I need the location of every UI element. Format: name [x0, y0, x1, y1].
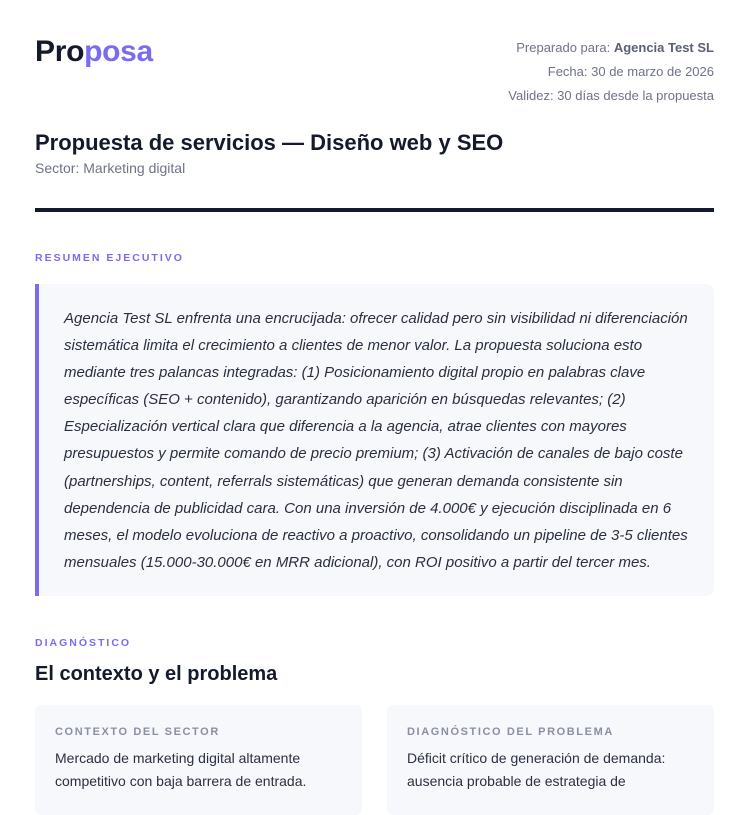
client-name: Agencia Test SL — [613, 40, 714, 55]
proposal-meta — [508, 36, 714, 108]
logo-text-accent: posa — [84, 35, 153, 68]
brand-logo — [35, 34, 153, 70]
header-divider — [35, 208, 714, 212]
executive-summary-label: RESUMEN EJECUTIVO — [35, 252, 184, 264]
diagnosis-label: DIAGNÓSTICO — [35, 637, 132, 649]
executive-summary-box — [35, 284, 714, 596]
sector-context-card — [35, 705, 362, 815]
proposal-title: Propuesta de servicios — Diseño web y SEO — [35, 130, 504, 155]
card-label: CONTEXTO DEL SECTOR — [55, 726, 220, 738]
card-label: DIAGNÓSTICO DEL PROBLEMA — [407, 726, 614, 738]
proposal-validity: Validez: 30 días desde la propuesta — [508, 88, 714, 103]
proposal-date: Fecha: 30 de marzo de 2026 — [547, 64, 714, 79]
prepared-for-label: Preparado para: — [516, 40, 611, 55]
diagnosis-heading: El contexto y el problema — [35, 663, 278, 685]
proposal-sector: Sector: Marketing digital — [35, 160, 186, 176]
card-text: Mercado de marketing digital altamente competitivo con baja barrera de entrada. — [55, 750, 307, 789]
logo-text-primary: Pro — [35, 35, 85, 68]
executive-summary-text: Agencia Test SL enfrenta una encrucijada: ofrecer calidad pero sin visibilidad ni diferenciación sistemática limita el crecimiento a clientes de menor valor. La propuesta soluciona esto mediante tres palancas integradas: (1) Posicionamiento digital propio en palabras clave específicas (SEO + contenido), garantizando aparición en búsquedas relevantes; (2) Especialización vertical clara que diferencia a la agencia, atrae clientes con mayores presupuestos y permite comando de precio premium; (3) Activación de canales de bajo coste (partnerships, content, referrals sistemáticas) que generan demanda consistente sin dependencia de publicidad cara. Con una inversión de 4.000€ y ejecución disciplinada en 6 meses, el modelo evoluciona de reactivo a proactivo, consolidando un pipeline de 3-5 clientes mensuales (15.000-30.000€ en MRR adicional), con ROI positivo a partir del tercer mes. — [64, 310, 688, 571]
problem-diagnosis-card — [387, 705, 714, 815]
prepared-for — [508, 36, 714, 60]
card-text: Déficit crítico de generación de demanda: ausencia probable de estrategia de — [407, 750, 666, 789]
